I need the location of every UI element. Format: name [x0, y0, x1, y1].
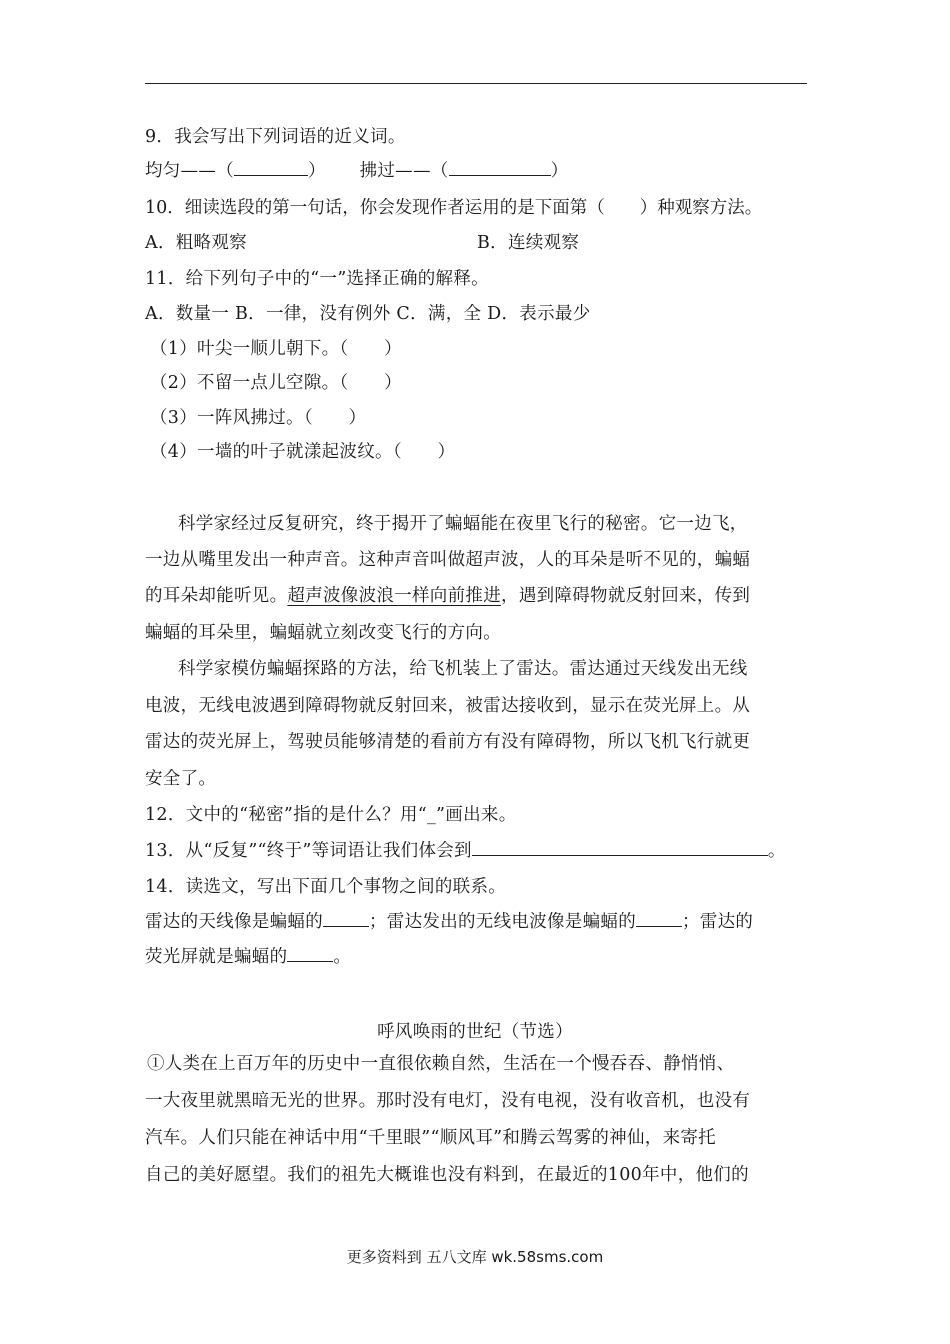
q14-blank3[interactable]	[287, 947, 333, 962]
passage2-line: 科学家经过反复研究，终于揭开了蝙蝠能在夜里飞行的秘密。它一边飞，	[178, 514, 748, 534]
q14-text: 雷达的天线像是蝙蝠的	[145, 912, 323, 932]
q13-end: 。	[767, 841, 786, 861]
q14-blank2[interactable]	[636, 912, 682, 927]
q10-title: 10．细读选段的第一句话，你会发现作者运用的是下面第（ ）种观察方法。	[145, 198, 763, 218]
q14-text: ；雷达的	[682, 912, 754, 932]
passage2-line: 雷达的荧光屏上，驾驶员能够清楚的看前方有没有障碍物，所以飞机飞行就更	[145, 732, 751, 752]
footer-text: 更多资料到 五八文库 wk.58sms.com	[346, 1248, 604, 1266]
q13-line	[145, 840, 786, 862]
passage3-line: 自己的美好愿望。我们的祖先大概谁也没有料到，在最近的100年中，他们的	[145, 1165, 749, 1185]
passage2-line	[145, 585, 750, 607]
q9-close2: ）	[550, 161, 569, 181]
q13-blank[interactable]	[472, 841, 768, 856]
q11-item: （4）一墙的叶子就漾起波纹。（ ）	[150, 442, 456, 462]
q11-item: （1）叶尖一顺儿朝下。（ ）	[150, 339, 402, 359]
header-rule	[145, 83, 807, 84]
q11-item: （2）不留一点儿空隙。（ ）	[150, 373, 402, 393]
q11-item: （3）一阵风拂过。（ ）	[150, 408, 367, 428]
q14-text: 。	[333, 947, 352, 967]
q11-title: 11．给下列句子中的“一”选择正确的解释。	[145, 269, 489, 289]
q9-blank2[interactable]	[449, 161, 551, 176]
q9-answers	[145, 160, 568, 182]
q9-word1: 均匀——（	[145, 161, 234, 181]
passage3-title: 呼风唤雨的世纪（节选）	[377, 1022, 573, 1042]
passage2-line: 一边从嘴里发出一种声音。这种声音叫做超声波，人的耳朵是听不见的，蝙蝠	[145, 550, 751, 570]
passage2-underlined-text: 超声波像波浪一样向前推进	[287, 586, 502, 606]
q14-text: 荧光屏就是蝙蝠的	[145, 947, 288, 967]
passage2-line: 科学家模仿蝙蝠探路的方法，给飞机装上了雷达。雷达通过天线发出无线	[178, 659, 748, 679]
q14-title: 14．读选文，写出下面几个事物之间的联系。	[145, 877, 507, 897]
passage3-line: 一大夜里就黑暗无光的世界。那时没有电灯，没有电视，没有收音机，也没有	[145, 1091, 751, 1111]
q10-option-b: B．连续观察	[477, 233, 580, 253]
q9-close1: ）	[308, 161, 326, 181]
q14-line	[145, 946, 351, 968]
q9-word2: 拂过——（	[359, 161, 449, 181]
q14-line	[145, 911, 753, 933]
passage2-line: 蝙蝠的耳朵里，蝙蝠就立刻改变飞行的方向。	[145, 623, 501, 643]
q11-options: A．数量一 B．一律，没有例外 C．满，全 D．表示最少	[145, 304, 591, 324]
passage2-text: 的耳朵却能听见。	[145, 586, 288, 606]
q14-text: ；雷达发出的无线电波像是蝙蝠的	[369, 912, 636, 932]
passage2-text: ，遇到障碍物就反射回来，传到	[501, 586, 751, 606]
q14-blank1[interactable]	[323, 912, 369, 927]
passage2-line: 电波，无线电波遇到障碍物就反射回来，被雷达接收到，显示在荧光屏上。从	[145, 696, 751, 716]
passage3-line: ①人类在上百万年的历史中一直很依赖自然，生活在一个慢吞吞、静悄悄、	[147, 1054, 735, 1074]
passage2-line: 安全了。	[145, 769, 217, 789]
q10-option-a: A．粗略观察	[145, 233, 247, 253]
q9-blank1[interactable]	[234, 161, 308, 176]
q13-text: 13．从“反复”“终于”等词语让我们体会到	[145, 841, 472, 861]
passage3-line: 汽车。人们只能在神话中用“千里眼”“顺风耳”和腾云驾雾的神仙，来寄托	[145, 1128, 716, 1148]
q12-text: 12．文中的“秘密”指的是什么？用“_”画出来。	[145, 805, 517, 825]
q9-title: 9．我会写出下列词语的近义词。	[145, 127, 406, 147]
